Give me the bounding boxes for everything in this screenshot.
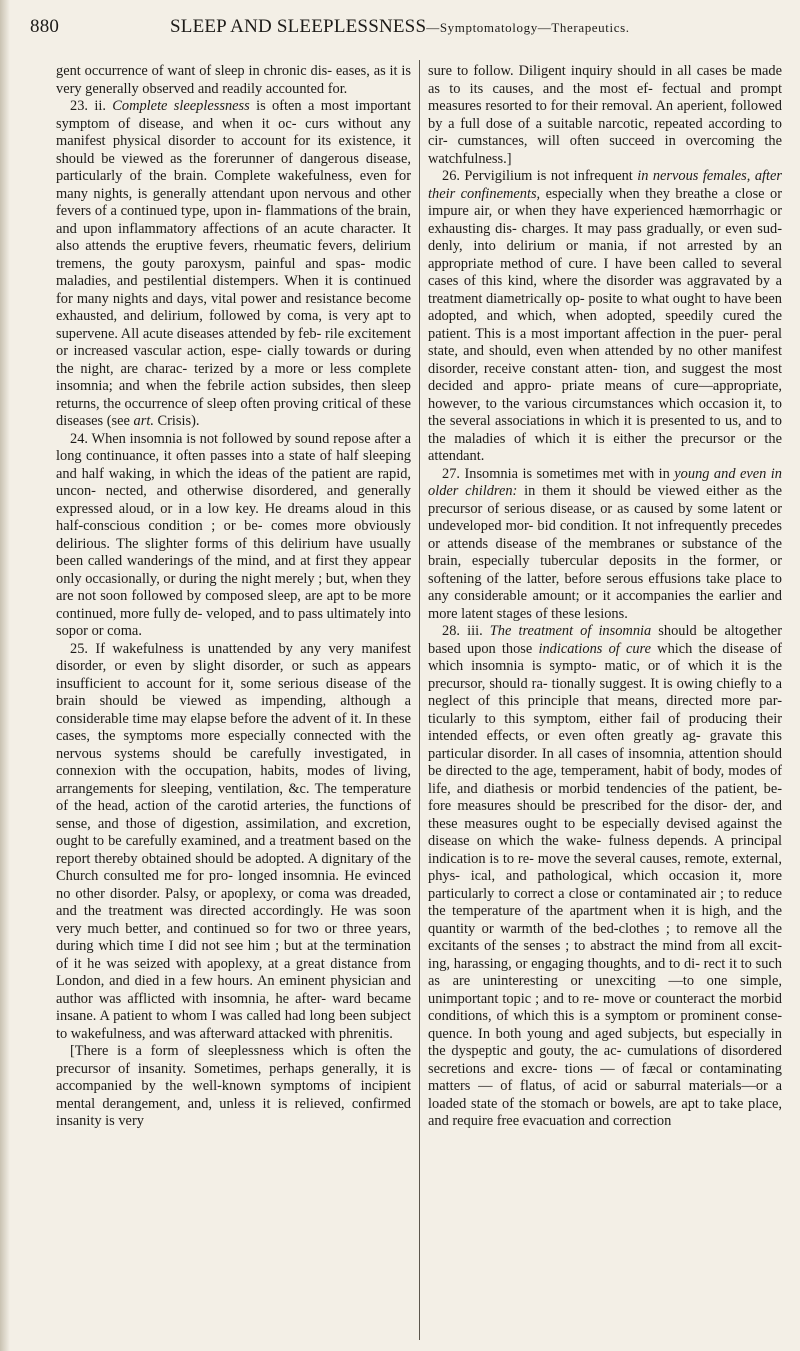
paragraph-end: ). [191, 413, 200, 429]
header-subtitle: —Symptomatology—Therapeutics. [426, 20, 630, 35]
paragraph: gent occurrence of want of sleep in chronic dis- eases, as it is very generally observed and readily accounted for. [56, 63, 411, 97]
paragraph-26 [428, 168, 782, 466]
page-number: 880 [30, 16, 60, 37]
right-column [428, 63, 782, 1343]
left-column [56, 63, 411, 1343]
paragraph-text: should be altogether based upon those [428, 623, 782, 657]
italic-phrase: young and even in older children: [428, 465, 782, 499]
paragraph-24: 24. When insomnia is not followed by sound repose after a long continuance, it often passes into a state of half sleeping and half waking, in which the ideas of the patient are rapid, uncon- nected, and otherwise disordered, and generally expressed aloud, or in a low key. He dreams aloud in this half-conscious condition ; or be- comes more obviously delirious. The slighter forms of this delirium have usually been called wanderings of the mind, and at first they appear only occasionally, or during the night merely ; but, when they are not soon followed by composed sleep, are apt to be more continued, more fully de- veloped, and to pass ultimately into sopor or coma. [56, 430, 411, 639]
section-heading: Complete sleeplessness [112, 98, 250, 114]
section-heading: The treatment of insomnia [489, 623, 652, 639]
italic-phrase: indications of cure [538, 640, 651, 657]
paragraph-number: 28. iii. [442, 623, 490, 639]
paragraph-number: 23. ii. [70, 98, 106, 114]
paragraph-lead: 27. Insomnia is sometimes met with in [442, 465, 675, 482]
running-title [170, 16, 630, 38]
paragraph-text: which the disease of which insomnia is sympto- matic, or of which it is the precursor, should ra- tionally suggest. It is owing chiefly to a neglect of this principle that means, directed more par- ticularly to this symptom, either fail of producing their intended effects, or even often greatly ag- gravate this particular disorder. In all cases of insomnia, attention should be directed to the age, temperament, habit of body, modes of life, and diathesis or morbid tendencies of the patient, be- fore measures should be prescribed for the disor- der, and these measures ought to be especially devised against the disease on which the wake- fulness depends. A principal indication is to re- move the several causes, remote, external, phys- ical, and pathological, which occasion it, more particularly to correct a close or contaminated air ; to reduce the temperature of the apartment when it is high, and the quantity or warmth of the bed-clothes ; to remove all the excitants of the senses ; to abstract the mind from all excit- ing, harassing, or engaging thoughts, and to di- rect it to such as are uninteresting or unexciting —to one simple, unimportant topic ; and to re- move or counteract the morbid conditions, of which this is a symptom or prominent conse- quence. In both young and aged subjects, but especially in the dyspeptic and gouty, the ac- cumulations of disordered secretions and excre- tions — of fæcal or contaminating matters — of flatus, of acid or saburral materials—or a loaded state of the stomach or bowels, are apt to take place, and require free evacuation and correction [428, 640, 782, 1129]
paragraph-text: especially when they breathe a close or impure air, or when they have experienced hæmorrhagic or exhausting dis- charges. It may pass gradually, or even sud- denly, into delirium or mania, if not arrested by an appropriate method of cure. I have been called to several cases of this kind, where the disorder was aggravated by a treatment diametrically op- posite to what ought to have been adopted, and which, when adopted, speedily cured the patient. This is a most important affection in the puer- peral state, and should, even when attended by no other manifest disorder, receive constant atten- tion, and suggest the most decided and appro- priate means of cure—appropriate, however, to the various circumstances which occasion it, to the several associations in which it is presented to us, and to the maladies of which it is either the precursor or the attendant. [428, 185, 782, 464]
paragraph-lead: 26. Pervigilium is not infrequent [442, 168, 638, 184]
paragraph: sure to follow. Diligent inquiry should in all cases be made as to its causes, and the most ef- fectual and prompt measures resorted to for their removal. An aperient, followed by a full dose of a suitable narcotic, repeated according to cir- cumstances, will often succeed in overcoming the watchfulness.] [428, 63, 782, 167]
header-title: SLEEP AND SLEEPLESSNESS [170, 16, 427, 37]
cross-ref-word: Crisis [153, 413, 192, 429]
running-header [30, 16, 780, 46]
paragraph-text: is often a most important symptom of disease, and when it oc- curs without any manifest physical disorder to account for its existence, it should be viewed as the forerunner of dangerous disease, particularly of the brain. Complete wakefulness, even for many nights, is generally attendant upon nervous and other fevers of a continued type, upon in- flammations of the brain, and upon inflammatory affections of an acute character. It also attends the eruptive fevers, rheumatic fevers, delirium tremens, the gouty paroxysm, painful and spas- modic maladies, and pestilential distempers. When it is continued for many nights and days, vital power and resistance become exhausted, and delirium, followed by coma, is very apt to supervene. All acute diseases attended by feb- rile excitement or increased vascular action, espe- cially towards or during the night, are charac- terized by a more or less complete insomnia; and when the febrile action subsides, then sleep returns, the occurrence of sleep often proving critical of these diseases (see [56, 98, 411, 429]
paragraph-25: 25. If wakefulness is unattended by any very manifest disorder, or even by slight disorder, or such as appears insufficient to account for it, some serious disease of the brain should be viewed as impending, although a considerable time may elapse before the advent of it. In these cases, the symptoms more especially connected with the nervous systems should be carefully investigated, in connexion with the occupation, habits, modes of living, arrangements for sleeping, ventilation, &c. The temperature of the head, action of the carotid arteries, the functions of sense, and those of digestion, assimilation, and excretion, ought to be carefully examined, and a treatment based on the report thereby obtained should be adopted. A dignitary of the Church consulted me for pro- longed insomnia. He evinced no other disorder. Palsy, or apoplexy, or coma was dreaded, and the treatment was directed accordingly. He was soon very much better, and continued so for two or three years, during which time I did not see him ; but at the termination of it he was seized with apoplexy, at a great distance from London, and died in a few hours. An eminent physician and author was afflicted with insomnia, he after- ward became insane. A patient to whom I was called had long been subject to wakefulness, and was afterward attacked with phrenitis. [56, 640, 411, 1042]
paragraph-23 [56, 98, 411, 431]
paragraph-28 [428, 623, 782, 1131]
page-edge-shadow [0, 0, 10, 1351]
paragraph-27 [428, 466, 782, 624]
cross-ref-art: art. [133, 413, 154, 429]
paragraph-bracketed: [There is a form of sleeplessness which is often the precursor of insanity. Sometimes, perhaps generally, it is accompanied by the well-known symptoms of incipient mental derangement, and, unless it is relieved, confirmed insanity is very [56, 1043, 411, 1129]
paragraph-text: in them it should be viewed either as the precursor of serious disease, or as caused by some latent or undeveloped mor- bid condition. It not infrequently precedes or attends disease of the membranes or substance of the brain, especially tubercular deposits in the former, or softening of the latter, before serous effusions take place to any considerable amount; or it accompanies the earlier and more latent stages of these lesions. [428, 483, 782, 622]
column-divider [419, 60, 420, 1340]
italic-phrase: in nervous females, after their confinements, [428, 168, 782, 202]
